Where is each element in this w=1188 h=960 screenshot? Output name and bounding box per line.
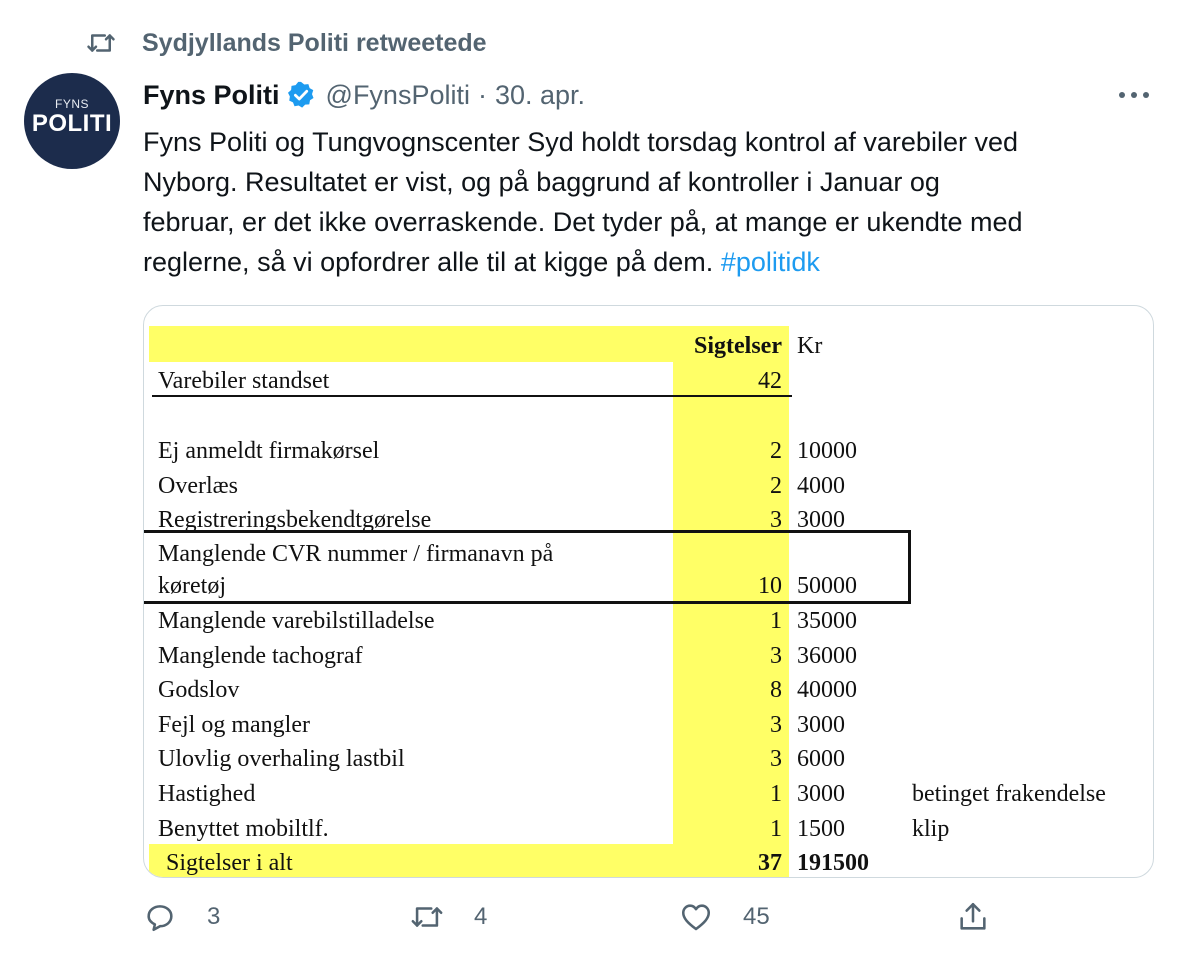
share-icon xyxy=(956,900,990,934)
row-kr: 4000 xyxy=(797,473,845,499)
hashtag-link[interactable]: #politidk xyxy=(720,247,820,277)
tweet-text-line: Nyborg. Resultatet er vist, og på baggrund af kontroller i Januar og xyxy=(143,167,940,197)
stopped-label: Varebiler standset xyxy=(158,368,330,394)
tweet-text-line: Fyns Politi og Tungvognscenter Syd holdt torsdag kontrol af varebiler ved xyxy=(143,127,1018,157)
row-label: Manglende tachograf xyxy=(158,643,363,669)
row-sigtelser: 1 xyxy=(770,781,782,807)
avatar-text-big: POLITI xyxy=(31,110,113,137)
like-button[interactable] xyxy=(679,900,770,934)
row-kr: 3000 xyxy=(797,712,845,738)
stopped-value: 42 xyxy=(758,368,782,394)
highlight-box xyxy=(143,530,911,604)
separator-dot: · xyxy=(477,79,487,110)
row-sigtelser: 2 xyxy=(770,438,782,464)
total-sigtelser: 37 xyxy=(758,850,782,876)
row-label: Godslov xyxy=(158,677,240,703)
row-label: Fejl og mangler xyxy=(158,712,310,738)
row-sigtelser: 1 xyxy=(770,816,782,842)
row-label: Registreringsbekendtgørelse xyxy=(158,507,432,533)
row-kr: 6000 xyxy=(797,746,845,772)
row-kr: 35000 xyxy=(797,608,857,634)
tweet-actions xyxy=(0,890,1188,954)
retweet-button[interactable] xyxy=(410,900,487,934)
row-note: betinget frakendelse xyxy=(912,781,1106,807)
row-kr: 1500 xyxy=(797,816,845,842)
tweet-text-line xyxy=(143,242,1158,282)
col-header-kr: Kr xyxy=(797,333,823,359)
table-rule xyxy=(152,395,792,397)
col-header-sigtelser: Sigtelser xyxy=(694,333,782,359)
row-sigtelser: 1 xyxy=(770,608,782,634)
tweet-text-line: februar, er det ikke overraskende. Det tyder på, at mange er ukendte med xyxy=(143,207,1023,237)
tweet-header xyxy=(143,76,585,114)
row-sigtelser: 3 xyxy=(770,746,782,772)
reply-icon xyxy=(143,900,177,934)
row-sigtelser: 8 xyxy=(770,677,782,703)
row-label: Ej anmeldt firmakørsel xyxy=(158,438,380,464)
row-label: Manglende CVR nummer / firmanavn på xyxy=(158,541,554,567)
retweet-context[interactable] xyxy=(86,26,487,60)
author-handle[interactable]: @FynsPoliti xyxy=(325,79,470,110)
row-sigtelser: 3 xyxy=(770,643,782,669)
reply-count: 3 xyxy=(207,903,221,930)
heart-icon xyxy=(679,900,713,934)
author-name[interactable]: Fyns Politi xyxy=(143,79,280,110)
row-label: Benyttet mobiltlf. xyxy=(158,816,329,842)
row-label-continued: køretøj xyxy=(158,573,226,599)
tweet-text xyxy=(143,122,1158,282)
retweet-count: 4 xyxy=(474,903,488,930)
row-sigtelser: 2 xyxy=(770,473,782,499)
like-count: 45 xyxy=(743,903,770,930)
retweet-context-label: Sydjyllands Politi retweetede xyxy=(142,28,487,57)
row-note: klip xyxy=(912,816,950,842)
row-kr: 40000 xyxy=(797,677,857,703)
row-sigtelser: 3 xyxy=(770,712,782,738)
tweet-text-fragment: reglerne, så vi opfordrer alle til at kigge på dem. xyxy=(143,247,721,277)
avatar-text-small: FYNS xyxy=(54,97,89,111)
row-kr: 3000 xyxy=(797,781,845,807)
more-icon[interactable] xyxy=(1116,90,1152,100)
total-label: Sigtelser i alt xyxy=(166,850,293,876)
row-kr: 10000 xyxy=(797,438,857,464)
share-button[interactable] xyxy=(956,900,990,934)
row-label: Manglende varebilstilladelse xyxy=(158,608,435,634)
retweet-icon xyxy=(86,28,116,58)
row-kr: 36000 xyxy=(797,643,857,669)
row-kr: 50000 xyxy=(797,573,857,599)
verified-badge-icon xyxy=(286,80,316,110)
row-label: Overlæs xyxy=(158,473,238,499)
row-sigtelser: 3 xyxy=(770,507,782,533)
table-image xyxy=(144,306,1154,878)
reply-button[interactable] xyxy=(143,900,220,934)
retweet-icon xyxy=(410,900,444,934)
tweet-date[interactable]: 30. apr. xyxy=(494,79,586,110)
avatar[interactable] xyxy=(24,73,120,169)
total-kr: 191500 xyxy=(797,850,869,876)
row-sigtelser: 10 xyxy=(758,573,782,599)
row-kr: 3000 xyxy=(797,507,845,533)
tweet-media-image[interactable] xyxy=(143,305,1154,878)
row-label: Ulovlig overhaling lastbil xyxy=(158,746,405,772)
row-label: Hastighed xyxy=(158,781,256,807)
